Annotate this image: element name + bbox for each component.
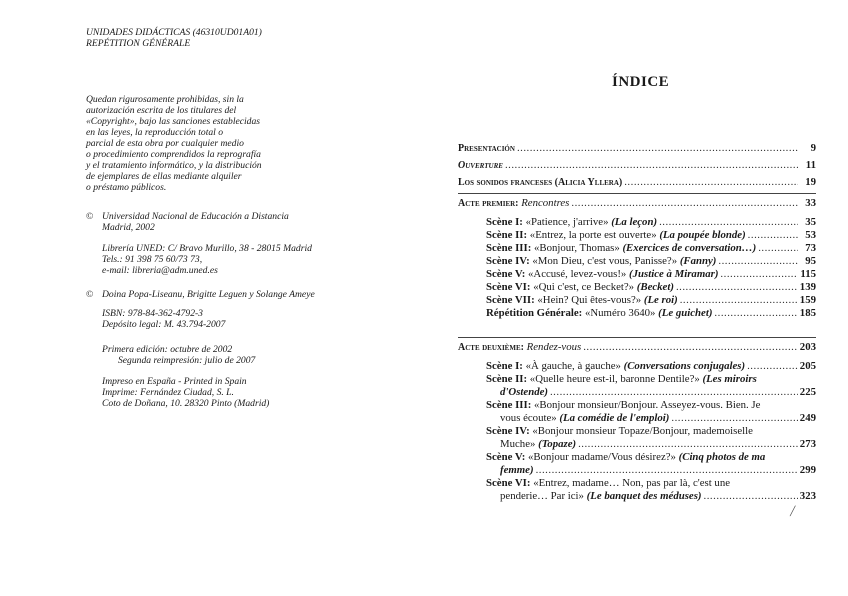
- leader-dots: [657, 216, 798, 229]
- toc-entry-scene[interactable]: Scène VI: «Entrez, madame… Non, pas par là, c'est une: [486, 477, 731, 489]
- reprint: Segunda reimpresión: julio de 2007: [118, 355, 256, 366]
- authors: Doina Popa-Liseanu, Brigitte Leguen y Solange Ameye: [102, 289, 315, 300]
- toc-top: [458, 142, 816, 320]
- first-edition: Primera edición: octubre de 2002: [102, 344, 233, 355]
- toc-acte-deux: [458, 337, 816, 503]
- copyright-icon: ©: [86, 211, 94, 222]
- toc-entry-scene[interactable]: Scène V: «Bonjour madame/Vous désirez?» (Cinq photos de ma: [486, 451, 766, 463]
- header-line-2: REPÉTITION GÉNÉRALE: [86, 38, 191, 49]
- toc-entry-sonidos[interactable]: Los sonidos franceses (Alicia Yllera) ..... 19: [458, 176, 816, 189]
- edition-block: [102, 344, 255, 366]
- toc-entry-scene-cont[interactable]: vous écoute» (La comédie de l'emploi) ..... 249: [458, 412, 816, 425]
- legal-line: o procedimiento comprendidos la reprografía: [86, 149, 261, 160]
- legal-line: «Copyright», bajo las sanciones establecidas: [86, 116, 261, 127]
- header-line-1: UNIDADES DIDÁCTICAS (46310UD01A01): [86, 27, 262, 38]
- toc-entry-scene[interactable]: Scène III: «Bonjour monsieur/Bonjour. Asseyez-vous. Bien. Je: [486, 399, 761, 411]
- toc-entry-scene-cont[interactable]: Muche» (Topaze) ..... 273: [458, 438, 816, 451]
- leader-dots: [712, 307, 798, 320]
- leader-dots: [576, 438, 798, 451]
- leader-dots: [669, 412, 798, 425]
- libreria-address: Librería UNED: C/ Bravo Murillo, 38 - 28015 Madrid: [102, 243, 312, 254]
- toc-entry-scene[interactable]: Scène I: «À gauche, à gauche» (Conversations conjugales) ..... 205: [458, 360, 816, 373]
- libreria-email: e-mail: libreria@adm.uned.es: [102, 265, 218, 276]
- toc-entry-ouverture[interactable]: Ouverture ..... 11: [458, 159, 816, 172]
- printer: Imprime: Fernández Ciudad, S. L.: [102, 387, 234, 398]
- toc-entry-scene[interactable]: Scène III: «Bonjour, Thomas» (Exercices de conversation…) ..... 73: [458, 242, 816, 255]
- libreria-phones: Tels.: 91 398 75 60/73 73,: [102, 254, 203, 265]
- scan-mark-icon: ╱: [790, 506, 796, 516]
- toc-entry-acte-premier[interactable]: Acte premier: Rencontres ..... 33: [458, 197, 816, 210]
- toc-entry-scene[interactable]: Scène IV: «Mon Dieu, c'est vous, Panisse?» (Fanny) ..... 95: [458, 255, 816, 268]
- toc-entry-scene[interactable]: Scène I: «Patience, j'arrive» (La leçon) ..... 35: [458, 216, 816, 229]
- legal-line: en las leyes, la reproducción total o: [86, 127, 224, 138]
- publication-header: [86, 27, 262, 49]
- toc-entry-scene-cont[interactable]: penderie… Par ici» (Le banquet des méduses) ..... 323: [458, 490, 816, 503]
- leader-dots: [548, 386, 798, 399]
- toc-entry-repetition[interactable]: Répétition Générale: «Numéro 3640» (Le guichet) ..... 185: [458, 307, 816, 320]
- uned-block: [86, 211, 312, 276]
- leader-dots: [718, 268, 798, 281]
- legal-line: y el tratamiento informático, y la distribución: [86, 160, 262, 171]
- leader-dots: [534, 464, 798, 477]
- toc-entry-scene[interactable]: Scène II: «Entrez, la porte est ouverte» (La poupée blonde) ..... 53: [458, 229, 816, 242]
- copyright-icon: ©: [86, 289, 94, 300]
- printer-block: [102, 376, 269, 409]
- legal-line: autorización escrita de los titulares del: [86, 105, 237, 116]
- leader-dots: [674, 281, 798, 294]
- printed-in: Impreso en España - Printed in Spain: [102, 376, 247, 387]
- toc-entry-scene[interactable]: Scène VI: «Qui c'est, ce Becket?» (Becket) ..... 139: [458, 281, 816, 294]
- toc-entry-scene-cont[interactable]: d'Ostende) ..... 225: [458, 386, 816, 399]
- toc-entry-scene[interactable]: Scène IV: «Bonjour monsieur Topaze/Bonjour, mademoiselle: [486, 425, 753, 437]
- toc-entry-scene[interactable]: Scène VII: «Hein? Qui êtes-vous?» (Le roi) ..... 159: [458, 294, 816, 307]
- leader-dots: [581, 341, 798, 354]
- leader-dots: [756, 242, 798, 255]
- toc-entry-presentacion[interactable]: Presentación ..... 9: [458, 142, 816, 155]
- uned-place: Madrid, 2002: [102, 222, 155, 233]
- legal-line: parcial de esta obra por cualquier medio: [86, 138, 244, 149]
- copyright-notice: [86, 94, 262, 193]
- deposito-legal: Depósito legal: M. 43.794-2007: [102, 319, 226, 330]
- leader-dots: [702, 490, 798, 503]
- legal-line: Quedan rigurosamente prohibidas, sin la: [86, 94, 244, 105]
- leader-dots: [716, 255, 798, 268]
- toc-entry-scene[interactable]: Scène II: «Quelle heure est-il, baronne Dentile?» (Les miroirs: [486, 373, 757, 385]
- legal-line: de ejemplares de ellas mediante alquiler: [86, 171, 242, 182]
- toc-entry-acte-deuxieme[interactable]: Acte deuxième: Rendez-vous ..... 203: [458, 341, 816, 354]
- uned-name: Universidad Nacional de Educación a Distancia: [102, 211, 289, 222]
- leader-dots: [745, 360, 798, 373]
- authors-block: [86, 289, 315, 300]
- leader-dots: [746, 229, 798, 242]
- divider: [458, 337, 816, 338]
- toc-entry-scene-cont[interactable]: femme) ..... 299: [458, 464, 816, 477]
- index-title: ÍNDICE: [612, 74, 670, 90]
- toc-entry-scene[interactable]: Scène V: «Accusé, levez-vous!» (Justice à Miramar) ..... 115: [458, 268, 816, 281]
- printer-address: Coto de Doñana, 10. 28320 Pinto (Madrid): [102, 398, 270, 409]
- leader-dots: [678, 294, 798, 307]
- divider: [458, 193, 816, 194]
- isbn: ISBN: 978-84-362-4792-3: [102, 308, 203, 319]
- isbn-block: [102, 308, 225, 330]
- legal-line: o préstamo públicos.: [86, 182, 167, 193]
